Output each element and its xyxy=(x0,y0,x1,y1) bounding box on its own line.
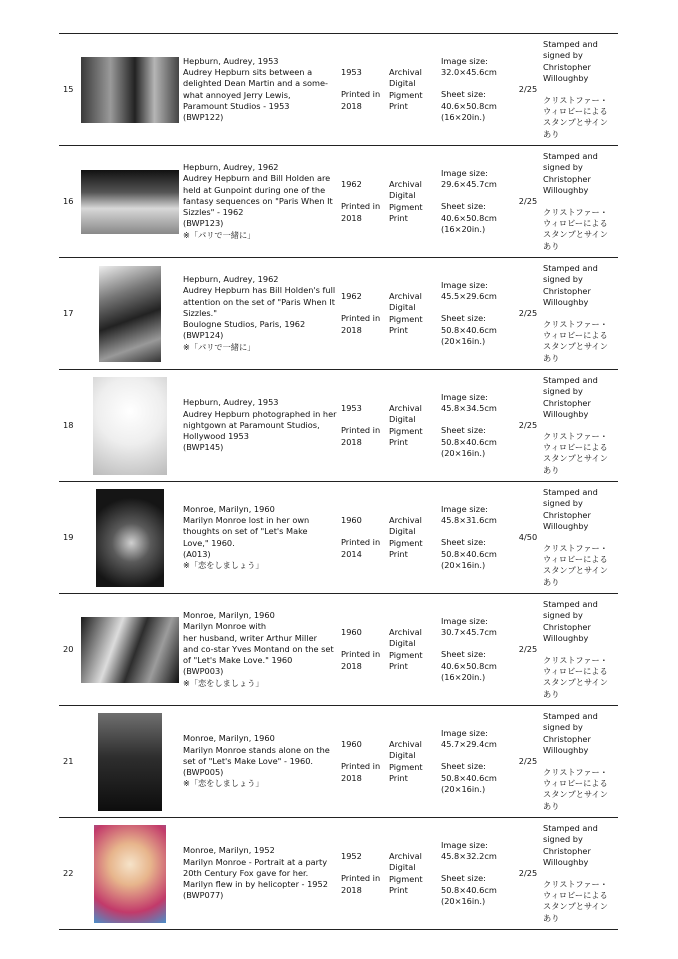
item-number: 15 xyxy=(63,83,74,94)
year-cell xyxy=(341,370,387,481)
year-cell xyxy=(341,594,387,705)
description-line: delighted Dean Martin and a some- xyxy=(183,78,328,89)
sheet-size-line: 50.8×40.6cm xyxy=(441,324,497,335)
item-number: 16 xyxy=(63,195,74,206)
item-number: 17 xyxy=(63,307,74,318)
description-line: Boulogne Studios, Paris, 1962 xyxy=(183,319,306,330)
signature-jp-line: クリストファー・ xyxy=(543,95,608,105)
image-size-line: 45.7×29.4cm xyxy=(441,739,497,750)
description xyxy=(183,258,341,369)
sheet-size-line: Sheet size: xyxy=(441,761,486,772)
signature-en-line: signed by xyxy=(543,610,583,621)
photo-cell xyxy=(79,706,181,817)
image-size-line: 45.8×31.6cm xyxy=(441,515,497,526)
signature-en-line: Stamped and xyxy=(543,823,598,834)
catalog-row xyxy=(59,33,618,145)
printed-date: Printed in 2018 xyxy=(341,313,381,335)
signature-jp-line: ウィロビーによる xyxy=(543,890,608,901)
image-size-line: 32.0×45.6cm xyxy=(441,67,497,78)
printed-date: Printed in 2018 xyxy=(341,89,381,111)
signature-jp-line: スタンプとサイン xyxy=(543,789,608,800)
photo-cell xyxy=(79,594,181,705)
description-line: Monroe, Marilyn, 1952 xyxy=(183,845,275,856)
item-number: 22 xyxy=(63,867,74,878)
image-size-line: 30.7×45.7cm xyxy=(441,627,497,638)
description-line: Love," 1960. xyxy=(183,537,235,548)
sheet-size-line: Sheet size: xyxy=(441,313,486,324)
year-cell xyxy=(341,34,387,145)
sheet-size-line: (16×20in.) xyxy=(441,111,486,122)
description-line: Hepburn, Audrey, 1953 xyxy=(183,397,279,408)
description-line: (BWP123) xyxy=(183,218,224,229)
description-line: Monroe, Marilyn, 1960 xyxy=(183,610,275,621)
sheet-size-line: (20×16in.) xyxy=(441,559,486,570)
item-number: 21 xyxy=(63,755,74,766)
signature-en-line: Willoughby xyxy=(543,520,589,531)
signature-jp-line: クリストファー・ xyxy=(543,543,608,553)
signature-jp-line: スタンプとサイン xyxy=(543,901,608,912)
description-line: Monroe, Marilyn, 1960 xyxy=(183,503,275,514)
signature-jp-line: クリストファー・ xyxy=(543,431,608,441)
sheet-size-line: Sheet size: xyxy=(441,201,486,212)
photo-cell xyxy=(79,34,181,145)
signature-jp-line: あり xyxy=(543,240,560,251)
image-size-line: Image size: xyxy=(441,391,488,402)
signature-jp-line: クリストファー・ xyxy=(543,207,608,217)
sheet-size-line: Sheet size: xyxy=(441,537,486,548)
signature-en-line: Stamped and xyxy=(543,375,598,386)
year: 1960 xyxy=(341,515,362,526)
medium: Archival Digital Pigment Print xyxy=(389,291,423,335)
medium: Archival Digital Pigment Print xyxy=(389,67,423,111)
catalog-row xyxy=(59,817,618,930)
edition-number: 2/25 xyxy=(518,307,538,318)
signature-jp-line: スタンプとサイン xyxy=(543,453,608,464)
description-line: Marilyn Monroe - Portrait at a party xyxy=(183,856,328,867)
year-cell xyxy=(341,818,387,929)
description xyxy=(183,146,341,257)
signature-en-line: signed by xyxy=(543,274,583,285)
signature-en-line: Christopher xyxy=(543,61,591,72)
description-line: Marilyn Monroe stands alone on the xyxy=(183,744,330,755)
year-cell xyxy=(341,706,387,817)
size-cell xyxy=(441,370,513,481)
signature-jp-line: あり xyxy=(543,464,560,475)
year: 1952 xyxy=(341,851,362,862)
photo-cell xyxy=(79,482,181,593)
catalog-row xyxy=(59,481,618,593)
description-line: (BWP122) xyxy=(183,111,224,122)
signature-en-line: Stamped and xyxy=(543,487,598,498)
signature-en-line: Stamped and xyxy=(543,599,598,610)
photo-thumbnail xyxy=(81,57,179,123)
medium: Archival Digital Pigment Print xyxy=(389,515,423,559)
signature-en-line: Christopher xyxy=(543,173,591,184)
signature-jp-line: クリストファー・ xyxy=(543,319,608,329)
sheet-size-line: 50.8×40.6cm xyxy=(441,436,497,447)
sheet-size-line: 50.8×40.6cm xyxy=(441,884,497,895)
medium: Archival Digital Pigment Print xyxy=(389,627,423,671)
printed-date: Printed in 2014 xyxy=(341,537,381,559)
sheet-size-line: 40.6×50.8cm xyxy=(441,660,497,671)
photo-thumbnail xyxy=(81,170,179,234)
description-line: ※「パリで一緒に」 xyxy=(183,341,256,352)
size-cell xyxy=(441,818,513,929)
sheet-size-line: (20×16in.) xyxy=(441,335,486,346)
size-cell xyxy=(441,146,513,257)
signature-note xyxy=(543,146,618,257)
signature-jp-line: あり xyxy=(543,688,560,699)
image-size-line: Image size: xyxy=(441,727,488,738)
signature-en-line: Christopher xyxy=(543,397,591,408)
description-line: what annoyed Jerry Lewis, xyxy=(183,89,291,100)
signature-en-line: Stamped and xyxy=(543,263,598,274)
item-number: 19 xyxy=(63,531,74,542)
description-line: (BWP005) xyxy=(183,767,224,778)
signature-en-line: Christopher xyxy=(543,621,591,632)
catalog-table xyxy=(59,33,618,930)
description-line: Marilyn Monroe with xyxy=(183,621,267,632)
description-line: (BWP077) xyxy=(183,890,224,901)
signature-en-line: Stamped and xyxy=(543,711,598,722)
printed-date: Printed in 2018 xyxy=(341,425,381,447)
sheet-size-line: 50.8×40.6cm xyxy=(441,548,497,559)
signature-jp-line: ウィロビーによる xyxy=(543,330,608,341)
edition-number: 2/25 xyxy=(518,83,538,94)
image-size-line: Image size: xyxy=(441,55,488,66)
signature-jp-line: クリストファー・ xyxy=(543,655,608,665)
signature-jp-line: スタンプとサイン xyxy=(543,341,608,352)
signature-en-line: signed by xyxy=(543,498,583,509)
signature-en-line: signed by xyxy=(543,834,583,845)
signature-jp-line: ウィロビーによる xyxy=(543,106,608,117)
year-cell xyxy=(341,258,387,369)
year-cell xyxy=(341,146,387,257)
image-size-line: Image size: xyxy=(441,167,488,178)
size-cell xyxy=(441,594,513,705)
signature-jp-line: ウィロビーによる xyxy=(543,778,608,789)
signature-note xyxy=(543,818,618,929)
description-line: Marilyn flew in by helicopter - 1952 xyxy=(183,879,328,890)
description-line: thoughts on set of "Let's Make xyxy=(183,526,308,537)
description-line: nightgown at Paramount Studios, xyxy=(183,419,320,430)
description-line: ※「恋をしましょう」 xyxy=(183,559,264,570)
photo-thumbnail xyxy=(99,266,161,362)
signature-en-line: signed by xyxy=(543,162,583,173)
signature-note xyxy=(543,706,618,817)
description-line: Hollywood 1953 xyxy=(183,431,249,442)
description-line: Audrey Hepburn photographed in her xyxy=(183,408,337,419)
year: 1960 xyxy=(341,627,362,638)
description-line: Audrey Hepburn and Bill Holden are xyxy=(183,173,331,184)
description xyxy=(183,34,341,145)
signature-en-line: Willoughby xyxy=(543,72,589,83)
signature-jp-line: あり xyxy=(543,128,560,139)
edition-number: 4/50 xyxy=(518,531,538,542)
medium: Archival Digital Pigment Print xyxy=(389,851,423,895)
signature-jp-line: スタンプとサイン xyxy=(543,565,608,576)
description-line: fantasy sequences on "Paris When It xyxy=(183,195,333,206)
description-line: her husband, writer Arthur Miller xyxy=(183,632,318,643)
signature-en-line: Willoughby xyxy=(543,296,589,307)
sheet-size-line: Sheet size: xyxy=(441,649,486,660)
description-line: Marilyn Monroe lost in her own xyxy=(183,515,310,526)
photo-thumbnail xyxy=(98,713,162,811)
signature-note xyxy=(543,482,618,593)
catalog-row xyxy=(59,705,618,817)
description-line: Paramount Studios - 1953 xyxy=(183,100,290,111)
sheet-size-line: Sheet size: xyxy=(441,873,486,884)
photo-cell xyxy=(79,258,181,369)
description-line: ※「恋をしましょう」 xyxy=(183,677,264,688)
edition-number: 2/25 xyxy=(518,419,538,430)
image-size-line: 45.5×29.6cm xyxy=(441,291,497,302)
signature-en-line: Willoughby xyxy=(543,856,589,867)
description xyxy=(183,594,341,705)
size-cell xyxy=(441,706,513,817)
edition-number: 2/25 xyxy=(518,755,538,766)
year-cell xyxy=(341,482,387,593)
signature-note xyxy=(543,594,618,705)
signature-note xyxy=(543,258,618,369)
description-line: Hepburn, Audrey, 1962 xyxy=(183,162,279,173)
description-line: Hepburn, Audrey, 1953 xyxy=(183,55,279,66)
catalog-row xyxy=(59,593,618,705)
description xyxy=(183,706,341,817)
catalog-row xyxy=(59,369,618,481)
medium: Archival Digital Pigment Print xyxy=(389,739,423,783)
sheet-size-line: Sheet size: xyxy=(441,89,486,100)
image-size-line: Image size: xyxy=(441,503,488,514)
signature-jp-line: ウィロビーによる xyxy=(543,442,608,453)
description xyxy=(183,370,341,481)
signature-jp-line: スタンプとサイン xyxy=(543,677,608,688)
image-size-line: 29.6×45.7cm xyxy=(441,179,497,190)
medium: Archival Digital Pigment Print xyxy=(389,403,423,447)
year: 1953 xyxy=(341,403,362,414)
signature-en-line: Christopher xyxy=(543,285,591,296)
description-line: ※「パリで一緒に」 xyxy=(183,229,256,240)
signature-en-line: signed by xyxy=(543,50,583,61)
description-line: set of "Let's Make Love" - 1960. xyxy=(183,755,314,766)
signature-jp-line: あり xyxy=(543,912,560,923)
signature-jp-line: あり xyxy=(543,800,560,811)
signature-jp-line: スタンプとサイン xyxy=(543,117,608,128)
image-size-line: Image size: xyxy=(441,839,488,850)
printed-date: Printed in 2018 xyxy=(341,873,381,895)
signature-en-line: Stamped and xyxy=(543,151,598,162)
description-line: (A013) xyxy=(183,548,211,559)
sheet-size-line: 50.8×40.6cm xyxy=(441,772,497,783)
signature-en-line: Willoughby xyxy=(543,184,589,195)
signature-en-line: Willoughby xyxy=(543,744,589,755)
description xyxy=(183,482,341,593)
description-line: Audrey Hepburn sits between a xyxy=(183,67,313,78)
signature-en-line: Christopher xyxy=(543,845,591,856)
signature-jp-line: あり xyxy=(543,352,560,363)
catalog-row xyxy=(59,145,618,257)
signature-jp-line: ウィロビーによる xyxy=(543,666,608,677)
signature-en-line: signed by xyxy=(543,722,583,733)
description-line: (BWP124) xyxy=(183,330,224,341)
image-size-line: 45.8×34.5cm xyxy=(441,403,497,414)
photo-cell xyxy=(79,146,181,257)
medium: Archival Digital Pigment Print xyxy=(389,179,423,223)
photo-cell xyxy=(79,818,181,929)
size-cell xyxy=(441,258,513,369)
description-line: Sizzles" - 1962 xyxy=(183,207,244,218)
sheet-size-line: (16×20in.) xyxy=(441,223,486,234)
signature-note xyxy=(543,34,618,145)
image-size-line: Image size: xyxy=(441,279,488,290)
description-line: Monroe, Marilyn, 1960 xyxy=(183,733,275,744)
description-line: 20th Century Fox gave for her. xyxy=(183,867,309,878)
item-number: 20 xyxy=(63,643,74,654)
printed-date: Printed in 2018 xyxy=(341,761,381,783)
description-line: Sizzles." xyxy=(183,307,218,318)
signature-en-line: signed by xyxy=(543,386,583,397)
signature-en-line: Willoughby xyxy=(543,408,589,419)
description-line: held at Gunpoint during one of the xyxy=(183,184,326,195)
description-line: (BWP145) xyxy=(183,442,224,453)
description-line: attention on the set of "Paris When It xyxy=(183,296,335,307)
description xyxy=(183,818,341,929)
sheet-size-line: 40.6×50.8cm xyxy=(441,100,497,111)
size-cell xyxy=(441,34,513,145)
edition-number: 2/25 xyxy=(518,195,538,206)
signature-jp-line: あり xyxy=(543,576,560,587)
signature-en-line: Christopher xyxy=(543,509,591,520)
signature-en-line: Stamped and xyxy=(543,39,598,50)
photo-thumbnail xyxy=(96,489,164,587)
description-line: Hepburn, Audrey, 1962 xyxy=(183,274,279,285)
edition-number: 2/25 xyxy=(518,867,538,878)
signature-jp-line: ウィロビーによる xyxy=(543,554,608,565)
signature-note xyxy=(543,370,618,481)
edition-number: 2/25 xyxy=(518,643,538,654)
signature-en-line: Christopher xyxy=(543,733,591,744)
printed-date: Printed in 2018 xyxy=(341,201,381,223)
description-line: of "Let's Make Love." 1960 xyxy=(183,655,293,666)
photo-thumbnail xyxy=(81,617,179,683)
signature-jp-line: ウィロビーによる xyxy=(543,218,608,229)
sheet-size-line: (16×20in.) xyxy=(441,671,486,682)
image-size-line: Image size: xyxy=(441,615,488,626)
size-cell xyxy=(441,482,513,593)
signature-jp-line: スタンプとサイン xyxy=(543,229,608,240)
image-size-line: 45.8×32.2cm xyxy=(441,851,497,862)
item-number: 18 xyxy=(63,419,74,430)
year: 1962 xyxy=(341,291,362,302)
photo-thumbnail xyxy=(94,825,166,923)
signature-en-line: Willoughby xyxy=(543,632,589,643)
sheet-size-line: (20×16in.) xyxy=(441,895,486,906)
year: 1962 xyxy=(341,179,362,190)
sheet-size-line: 40.6×50.8cm xyxy=(441,212,497,223)
description-line: ※「恋をしましょう」 xyxy=(183,778,264,789)
year: 1960 xyxy=(341,739,362,750)
signature-jp-line: クリストファー・ xyxy=(543,767,608,777)
description-line: and co-star Yves Montand on the set xyxy=(183,643,334,654)
description-line: Audrey Hepburn has Bill Holden's full xyxy=(183,285,336,296)
signature-jp-line: クリストファー・ xyxy=(543,879,608,889)
photo-cell xyxy=(79,370,181,481)
photo-thumbnail xyxy=(93,377,167,475)
description-line: (BWP003) xyxy=(183,666,224,677)
printed-date: Printed in 2018 xyxy=(341,649,381,671)
catalog-row xyxy=(59,257,618,369)
sheet-size-line: (20×16in.) xyxy=(441,783,486,794)
year: 1953 xyxy=(341,67,362,78)
sheet-size-line: (20×16in.) xyxy=(441,447,486,458)
sheet-size-line: Sheet size: xyxy=(441,425,486,436)
